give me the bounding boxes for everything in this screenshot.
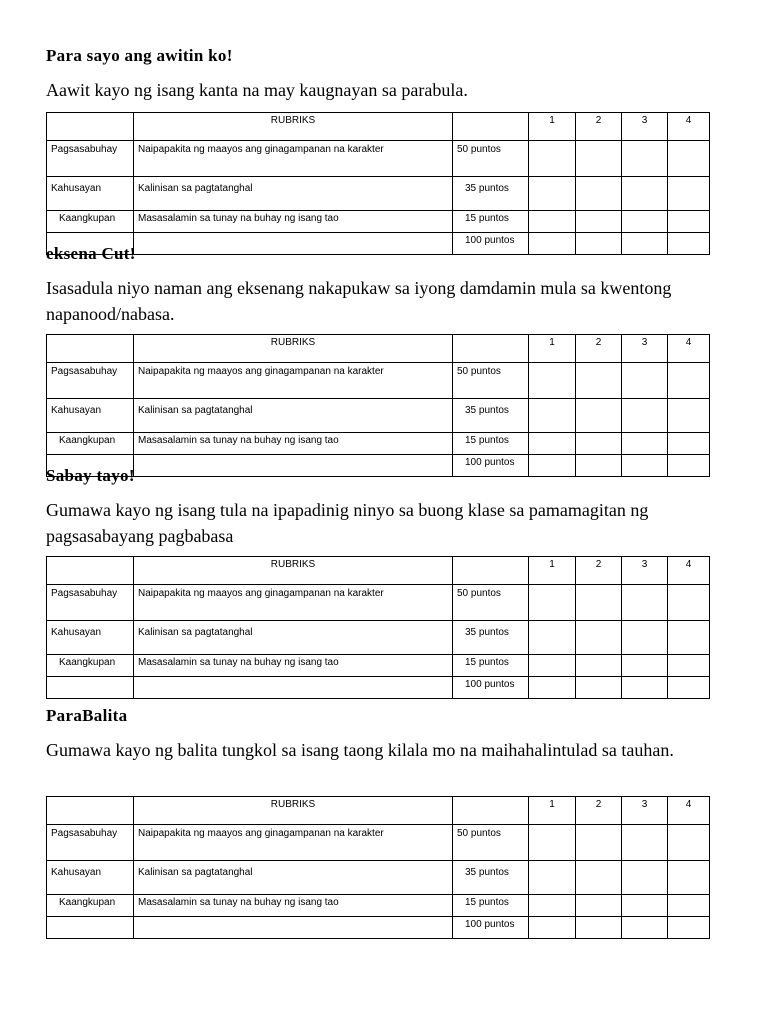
score-cell	[529, 211, 576, 233]
score-cell	[622, 895, 668, 917]
score-cell	[622, 621, 668, 655]
score-cell	[576, 177, 622, 211]
criterion-cell: Kahusayan	[47, 861, 134, 895]
criterion-cell: Kaangkupan	[47, 211, 134, 233]
score-cell	[668, 825, 710, 861]
points-cell: 15 puntos	[453, 433, 529, 455]
score-cell	[668, 399, 710, 433]
score-cell	[576, 399, 622, 433]
description-cell: Naipapakita ng maayos ang ginagampanan na karakter	[134, 363, 453, 399]
section-1-title: Para sayo ang awitin ko!	[46, 46, 233, 65]
score-header: 1	[529, 113, 576, 141]
score-header: 2	[576, 797, 622, 825]
total-cell: 100 puntos	[453, 917, 529, 939]
score-cell	[529, 655, 576, 677]
score-cell	[576, 917, 622, 939]
blank-cell	[47, 677, 134, 699]
score-cell	[576, 455, 622, 477]
table-row	[47, 585, 710, 621]
description-cell: Naipapakita ng maayos ang ginagampanan na karakter	[134, 825, 453, 861]
criterion-cell: Pagsasabuhay	[47, 825, 134, 861]
rubric-table-1	[46, 112, 710, 255]
score-header: 1	[529, 797, 576, 825]
criterion-cell: Kahusayan	[47, 177, 134, 211]
score-header: 1	[529, 335, 576, 363]
description-cell: Naipapakita ng maayos ang ginagampanan na karakter	[134, 585, 453, 621]
score-cell	[529, 433, 576, 455]
blank-cell	[134, 677, 453, 699]
blank-cell	[453, 335, 529, 363]
score-cell	[622, 455, 668, 477]
criterion-cell: Kaangkupan	[47, 655, 134, 677]
rubric-table-2	[46, 334, 710, 477]
blank-cell	[453, 557, 529, 585]
score-cell	[576, 141, 622, 177]
score-cell	[668, 895, 710, 917]
rubric-table-3	[46, 556, 710, 699]
points-cell: 50 puntos	[453, 825, 529, 861]
total-cell: 100 puntos	[453, 233, 529, 255]
points-cell: 15 puntos	[453, 655, 529, 677]
section-2-title: eksena Cut!	[46, 244, 136, 263]
score-cell	[529, 917, 576, 939]
table-row	[47, 825, 710, 861]
score-header: 3	[622, 113, 668, 141]
score-cell	[529, 233, 576, 255]
score-cell	[622, 917, 668, 939]
score-header: 1	[529, 557, 576, 585]
score-cell	[668, 585, 710, 621]
rubric-header-row	[47, 797, 710, 825]
score-cell	[576, 655, 622, 677]
score-cell	[668, 917, 710, 939]
score-cell	[576, 363, 622, 399]
blank-cell	[134, 455, 453, 477]
rubric-header: RUBRIKS	[134, 557, 453, 585]
points-cell: 50 puntos	[453, 363, 529, 399]
description-cell: Kalinisan sa pagtatanghal	[134, 861, 453, 895]
rubric-header: RUBRIKS	[134, 113, 453, 141]
score-header: 3	[622, 797, 668, 825]
points-cell: 15 puntos	[453, 895, 529, 917]
table-row	[47, 211, 710, 233]
description-cell: Masasalamin sa tunay na buhay ng isang tao	[134, 655, 453, 677]
score-cell	[622, 141, 668, 177]
blank-cell	[47, 797, 134, 825]
score-cell	[668, 363, 710, 399]
score-header: 4	[668, 557, 710, 585]
score-cell	[668, 177, 710, 211]
score-cell	[529, 895, 576, 917]
score-cell	[622, 825, 668, 861]
section-3-title: Sabay tayo!	[46, 466, 135, 485]
rubric-header-row	[47, 557, 710, 585]
blank-cell	[47, 113, 134, 141]
score-cell	[529, 825, 576, 861]
score-cell	[668, 433, 710, 455]
description-cell: Masasalamin sa tunay na buhay ng isang tao	[134, 211, 453, 233]
score-cell	[576, 585, 622, 621]
score-cell	[668, 677, 710, 699]
rubric-header: RUBRIKS	[134, 335, 453, 363]
score-cell	[622, 363, 668, 399]
points-cell: 35 puntos	[453, 621, 529, 655]
criterion-cell: Kahusayan	[47, 621, 134, 655]
score-cell	[576, 621, 622, 655]
description-cell: Naipapakita ng maayos ang ginagampanan na karakter	[134, 141, 453, 177]
rubric-header-row	[47, 335, 710, 363]
criterion-cell: Pagsasabuhay	[47, 585, 134, 621]
points-cell: 50 puntos	[453, 585, 529, 621]
table-row	[47, 895, 710, 917]
total-cell: 100 puntos	[453, 455, 529, 477]
criterion-cell: Kahusayan	[47, 399, 134, 433]
score-cell	[668, 655, 710, 677]
score-cell	[622, 655, 668, 677]
criterion-cell: Pagsasabuhay	[47, 141, 134, 177]
blank-cell	[47, 917, 134, 939]
score-cell	[529, 363, 576, 399]
section-1-instruction: Aawit kayo ng isang kanta na may kaugnayan sa parabula.	[46, 80, 468, 100]
total-row	[47, 677, 710, 699]
total-row	[47, 233, 710, 255]
score-cell	[576, 677, 622, 699]
score-header: 4	[668, 797, 710, 825]
score-cell	[529, 455, 576, 477]
section-4-instruction: Gumawa kayo ng balita tungkol sa isang taong kilala mo na maihahalintulad sa tauhan.	[46, 740, 674, 760]
score-cell	[576, 433, 622, 455]
score-cell	[622, 233, 668, 255]
blank-cell	[453, 797, 529, 825]
table-row	[47, 655, 710, 677]
description-cell: Kalinisan sa pagtatanghal	[134, 177, 453, 211]
blank-cell	[47, 335, 134, 363]
points-cell: 50 puntos	[453, 141, 529, 177]
score-cell	[529, 861, 576, 895]
score-cell	[576, 233, 622, 255]
score-cell	[576, 825, 622, 861]
description-cell: Kalinisan sa pagtatanghal	[134, 621, 453, 655]
score-cell	[529, 177, 576, 211]
table-row	[47, 141, 710, 177]
criterion-cell: Kaangkupan	[47, 895, 134, 917]
score-header: 4	[668, 335, 710, 363]
score-cell	[529, 677, 576, 699]
section-4-title: ParaBalita	[46, 706, 128, 725]
score-cell	[622, 211, 668, 233]
rubric-header: RUBRIKS	[134, 797, 453, 825]
description-cell: Kalinisan sa pagtatanghal	[134, 399, 453, 433]
score-cell	[576, 895, 622, 917]
section-3-instruction: Gumawa kayo ng isang tula na ipapadinig ninyo sa buong klase sa pamamagitan ng pagsasabayang pagbabasa	[46, 500, 649, 546]
table-row	[47, 177, 710, 211]
score-cell	[668, 211, 710, 233]
blank-cell	[134, 917, 453, 939]
score-header: 2	[576, 557, 622, 585]
score-cell	[622, 433, 668, 455]
score-cell	[668, 233, 710, 255]
score-header: 3	[622, 557, 668, 585]
description-cell: Masasalamin sa tunay na buhay ng isang tao	[134, 895, 453, 917]
score-cell	[576, 211, 622, 233]
score-cell	[529, 585, 576, 621]
score-header: 2	[576, 335, 622, 363]
section-2-instruction: Isasadula niyo naman ang eksenang nakapukaw sa iyong damdamin mula sa kwentong napanood/nabasa.	[46, 278, 672, 324]
score-cell	[529, 621, 576, 655]
score-header: 4	[668, 113, 710, 141]
table-row	[47, 621, 710, 655]
score-cell	[622, 177, 668, 211]
table-row	[47, 399, 710, 433]
criterion-cell: Kaangkupan	[47, 433, 134, 455]
table-row	[47, 363, 710, 399]
score-cell	[668, 861, 710, 895]
score-header: 3	[622, 335, 668, 363]
blank-cell	[134, 233, 453, 255]
points-cell: 15 puntos	[453, 211, 529, 233]
score-cell	[529, 141, 576, 177]
points-cell: 35 puntos	[453, 399, 529, 433]
total-row	[47, 455, 710, 477]
points-cell: 35 puntos	[453, 861, 529, 895]
rubric-header-row	[47, 113, 710, 141]
blank-cell	[47, 557, 134, 585]
blank-cell	[453, 113, 529, 141]
score-cell	[668, 621, 710, 655]
score-cell	[622, 677, 668, 699]
score-cell	[622, 399, 668, 433]
score-cell	[668, 141, 710, 177]
score-header: 2	[576, 113, 622, 141]
table-row	[47, 861, 710, 895]
score-cell	[576, 861, 622, 895]
description-cell: Masasalamin sa tunay na buhay ng isang tao	[134, 433, 453, 455]
total-row	[47, 917, 710, 939]
table-row	[47, 433, 710, 455]
criterion-cell: Pagsasabuhay	[47, 363, 134, 399]
score-cell	[529, 399, 576, 433]
score-cell	[622, 861, 668, 895]
points-cell: 35 puntos	[453, 177, 529, 211]
score-cell	[668, 455, 710, 477]
rubric-table-4	[46, 796, 710, 939]
score-cell	[622, 585, 668, 621]
total-cell: 100 puntos	[453, 677, 529, 699]
